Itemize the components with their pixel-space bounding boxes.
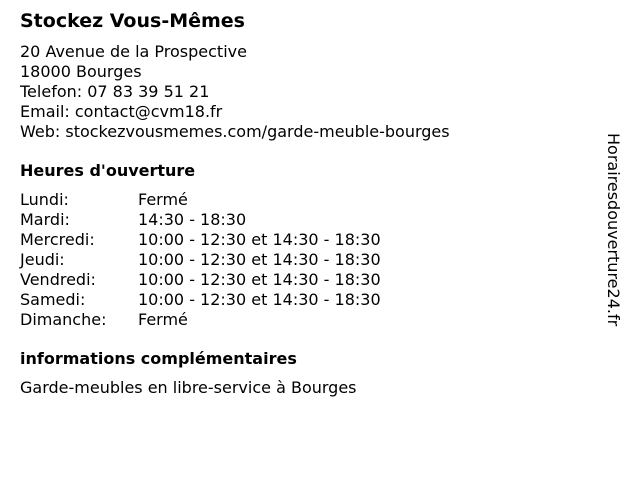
day-hours: 10:00 - 12:30 et 14:30 - 18:30	[138, 270, 381, 289]
email-line: Email: contact@cvm18.fr	[20, 102, 223, 121]
day-label: Mardi:	[20, 210, 70, 229]
site-watermark: Horairesdouverture24.fr	[604, 133, 623, 327]
day-hours: 10:00 - 12:30 et 14:30 - 18:30	[138, 250, 381, 269]
info-text: Garde-meubles en libre-service à Bourges	[20, 378, 357, 397]
day-label: Dimanche:	[20, 310, 107, 329]
info-heading: informations complémentaires	[20, 349, 297, 368]
hours-row-lundi	[20, 190, 600, 210]
hours-table	[20, 190, 600, 330]
day-label: Jeudi:	[20, 250, 65, 269]
hours-row-mardi	[20, 210, 600, 230]
day-hours: Fermé	[138, 310, 188, 329]
hours-row-mercredi	[20, 230, 600, 250]
hours-row-samedi	[20, 290, 600, 310]
day-label: Vendredi:	[20, 270, 96, 289]
web-line: Web: stockezvousmemes.com/garde-meuble-bourges	[20, 122, 450, 141]
phone-line: Telefon: 07 83 39 51 21	[20, 82, 210, 101]
day-hours: 10:00 - 12:30 et 14:30 - 18:30	[138, 230, 381, 249]
day-label: Lundi:	[20, 190, 69, 209]
day-hours: 14:30 - 18:30	[138, 210, 247, 229]
hours-row-jeudi	[20, 250, 600, 270]
hours-row-vendredi	[20, 270, 600, 290]
business-card	[20, 8, 600, 398]
hours-row-dimanche	[20, 310, 600, 330]
day-hours: 10:00 - 12:30 et 14:30 - 18:30	[138, 290, 381, 309]
day-label: Mercredi:	[20, 230, 95, 249]
day-label: Samedi:	[20, 290, 86, 309]
contact-block	[20, 42, 600, 142]
business-name: Stockez Vous-Mêmes	[20, 10, 245, 32]
address-line-2: 18000 Bourges	[20, 62, 142, 81]
day-hours: Fermé	[138, 190, 188, 209]
address-line-1: 20 Avenue de la Prospective	[20, 42, 247, 61]
hours-heading: Heures d'ouverture	[20, 161, 196, 180]
